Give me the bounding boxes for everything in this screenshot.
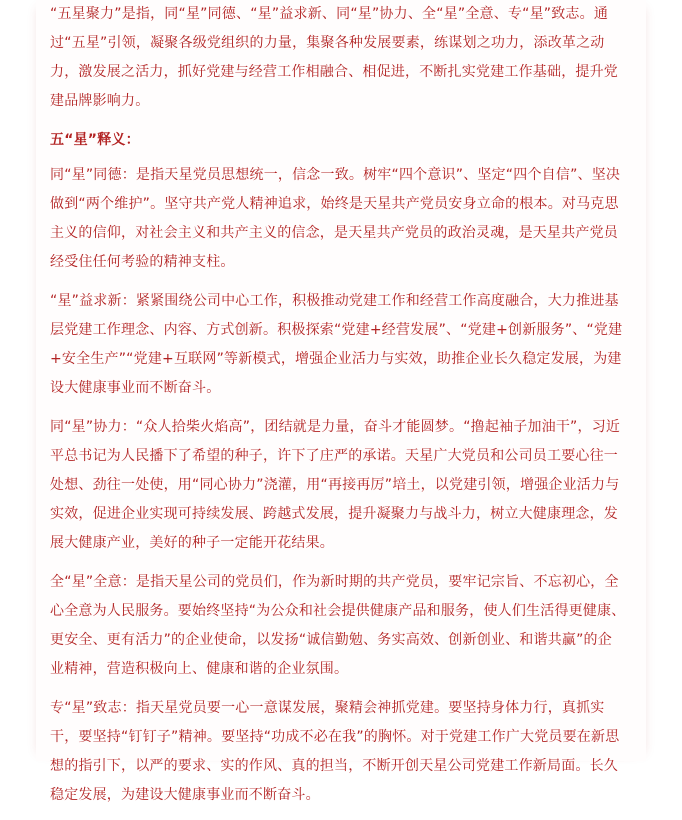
paragraph-xieli: 同“星”协力：“众人拾柴火焰高”，团结就是力量，奋斗才能圆梦。“撸起袖子加油干”，习近平总书记为人民播下了希望的种子，许下了庄严的承诺。天星广大党员和公司员工要心往一处想、劲往一处使，用“同心协力”浇灌，用“再接再厉”培土，以党建引领，增强企业活力与实效，促进企业实现可持续发展、跨越式发展，提升凝聚力与战斗力，树立大健康理念，发展大健康产业，美好的种子一定能开花结果。 (50, 419, 621, 551)
article-body (50, 0, 626, 820)
section-heading: 五“星”释义： (50, 132, 140, 148)
paragraph-zhizhi: 专“星”致志：指天星党员要一心一意谋发展，聚精会神抓党建。要坚持身体力行，真抓实干，要坚持“钉钉子”精神。要坚持“功成不必在我”的胸怀。对于党建工作广大党员要在新思想的指引下，以严的要求、实的作风、真的担当，不断开创天星公司党建工作新局面。长久稳定发展，为建设大健康事业而不断奋斗。 (50, 700, 620, 803)
paragraph-qiuxin: “星”益求新：紧紧围绕公司中心工作，积极推动党建工作和经营工作高度融合，大力推进基层党建工作理念、内容、方式创新。积极探索“党建+经营发展”、“党建+创新服务”、“党建+安全生产”“党建+互联网”等新模式，增强企业活力与实效，助推企业长久稳定发展，为建设大健康事业而不断奋斗。 (50, 293, 623, 396)
paragraph-tongxin: 同“星”同德：是指天星党员思想统一，信念一致。树牢“四个意识”、坚定“四个自信”、坚决做到“两个维护”。坚守共产党人精神追求，始终是天星共产党员安身立命的根本。对马克思主义的信仰，对社会主义和共产主义的信念，是天星共产党员的政治灵魂，是天星共产党员经受住任何考验的精神支柱。 (50, 167, 621, 270)
intro-paragraph: “五星聚力”是指，同“星”同德、“星”益求新、同“星”协力、全“星”全意、专“星”致志。通过“五星”引领，凝聚各级党组织的力量，集聚各种发展要素，练谋划之功力，添改革之动力，激发展之活力，抓好党建与经营工作相融合、相促进，不断扎实党建工作基础，提升党建品牌影响力。 (50, 6, 618, 109)
paragraph-quanyi: 全“星”全意：是指天星公司的党员们，作为新时期的共产党员，要牢记宗旨、不忘初心，全心全意为人民服务。要始终坚持“为公众和社会提供健康产品和服务，使人们生活得更健康、更安全、更有活力”的企业使命，以发扬“诚信勤勉、务实高效、创新创业、和谐共赢”的企业精神，营造积极向上、健康和谐的企业氛围。 (50, 574, 626, 677)
